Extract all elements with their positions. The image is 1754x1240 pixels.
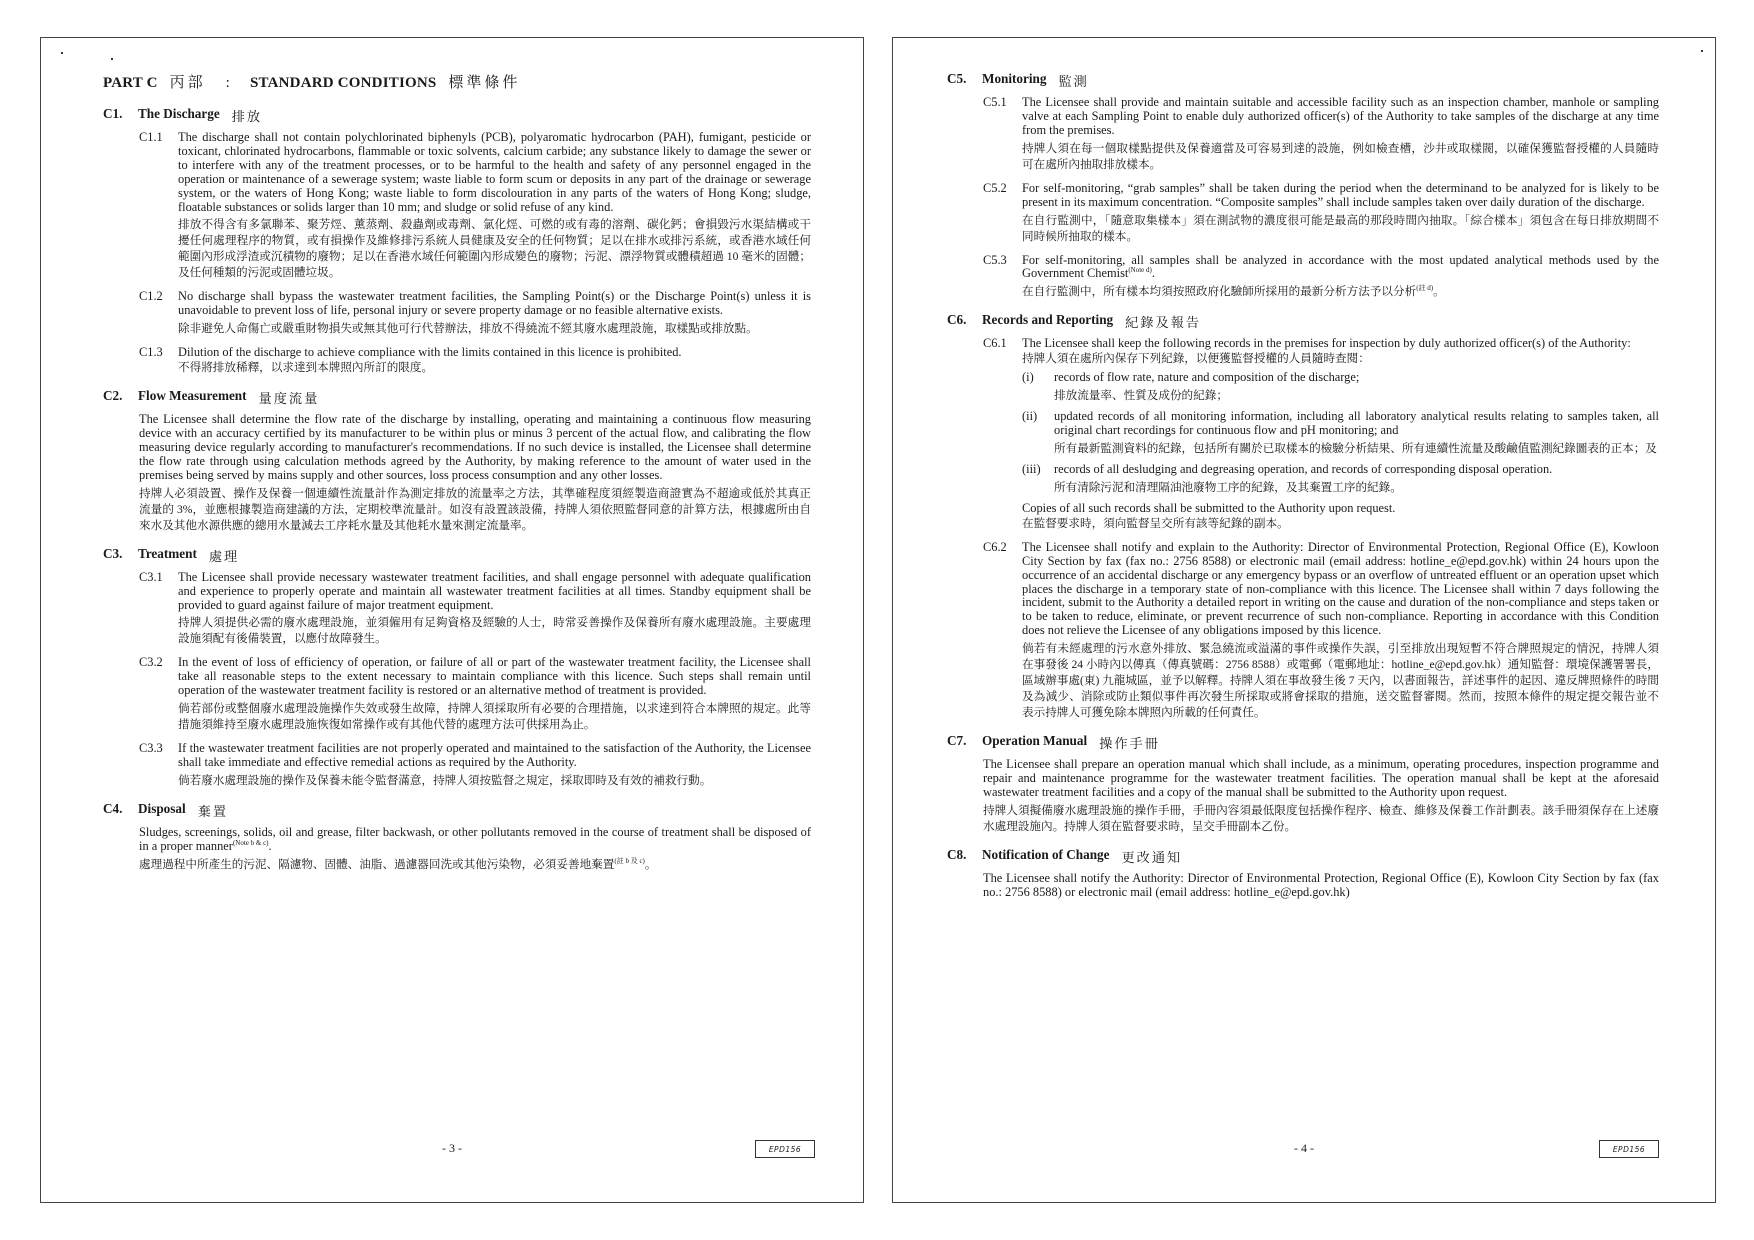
section-number: C5. — [947, 71, 967, 86]
page-3-content — [103, 71, 811, 882]
clause-text-zh: 持牌人須在每一個取樣點提供及保養適當及可容易到達的設施，例如檢查槽，沙井或取樣閥，以確保獲監督授權的人員隨時可在處所內抽取排放樣本。 — [1022, 141, 1659, 171]
disposal-paragraph — [139, 826, 811, 873]
clause-text-zh: 倘若有未經處理的污水意外排放、緊急繞流或溢滿的事件或操作失誤，引至排放出現短暫不符合牌照規定的情況，持牌人須在事發後 24 小時內以傳真（傳真號碼：2756 8588）或電郵（電郵地址：hotline_e@epd.gov.hk）通知監督：環境保護署署長，區域辦事處(東) 九龍城區，並予以解釋。持牌人須在事故發生後 7 天內，以書面報告，詳述事件的起因、違反牌照條件的時間及為減少、消除或防止類似事件再次發生所採取或將會採取的措施，送交監督審閱。然而，按照本條件的規定提交報告並不表示持牌人可獲免除本牌照內所載的任何責任。 — [1022, 642, 1659, 720]
section-title-zh: 處理 — [208, 548, 240, 564]
clause-c6-2 — [983, 541, 1659, 721]
paragraph-text-zh: 持牌人必須設置、操作及保養一個連續性流量計作為測定排放的流量率之方法，其準確程度須經製造商證實為不超逾或低於其真正流量的 3%，並應根據製造商建議的方法，定期校準流量計。如沒有設置該設備，持牌人須依照監督同意的計算方法，根據處所由自來水及其他水源供應的總用水量減去工序耗水量及其他耗水量來測定流量率。 — [139, 486, 811, 532]
section-title: Disposal — [138, 800, 186, 816]
part-colon: : — [225, 75, 231, 91]
clause-text-zh — [1022, 284, 1659, 300]
clause-c1-2 — [139, 290, 811, 337]
sub-item-number: (i) — [1022, 370, 1034, 385]
clause-text-en: In the event of loss of efficiency of operation, or failure of all or part of the wastewater treatment facility, the Licensee shall take all reasonable steps to the extent necessary to maintain compliance with this licence. Such steps shall remain until operation of the wastewater treatment facility is restored or an alternative method of treatment is provided. — [178, 655, 811, 698]
sub-item-text-en: records of all desludging and degreasing operation, and records of corresponding disposal operation. — [1054, 461, 1553, 476]
section-title-zh: 量度流量 — [258, 391, 320, 407]
clause-number: C1.3 — [139, 345, 163, 360]
sub-item-number: (iii) — [1022, 461, 1041, 476]
sub-item-text-zh: 所有清除污泥和清理隔油池廢物工序的紀錄，及其棄置工序的紀錄。 — [1054, 480, 1402, 494]
section-title-zh: 排放 — [231, 109, 263, 124]
sub-item-text-zh: 排放流量率、性質及成份的紀錄； — [1054, 389, 1228, 403]
disposal-text-en: Sludges, screenings, solids, oil and grease, filter backwash, or other pollutants removed in the course of treatment shall be disposed of in a proper manner — [139, 824, 811, 853]
clause-number: C6.1 — [983, 336, 1007, 351]
notification-paragraph — [983, 872, 1659, 900]
page-4-content — [947, 71, 1659, 909]
clause-text-zh: 倘若部份或整個廢水處理設施操作失效或發生故障，持牌人須採取所有必要的合理措施，以求達到符合本牌照的規定。此等措施須維持至廢水處理設施恢復如常操作或有其他代替的處理方法可供採用為止。 — [178, 702, 811, 732]
section-heading-c5 — [947, 71, 1659, 90]
record-item-ii — [1022, 410, 1659, 457]
clause-text-en: The Licensee shall provide necessary wastewater treatment facilities, and shall engage personnel with adequate qualification and experience to properly operate and maintain all wastewater treatment facilities at all times. Standby equipment shall be provided to guard against failure of major treatment equipment. — [178, 569, 811, 612]
section-number: C4. — [103, 800, 123, 816]
flow-measurement-paragraph — [139, 413, 811, 534]
clause-text-zh: 排放不得含有多氯聯苯、聚芳烴、薰蒸劑、殺蟲劑或毒劑、氯化烴、可燃的或有毒的溶劑、碳化鈣；會損毀污水渠結構或干擾任何處理程序的物質，或有損操作及維修排污系統人員健康及安全的任何物質；足以在排水或排污系統，或香港水域任何範圍內形成浮渣或沉積物的廢物；足以在香港水域任何範圍內形成變色的廢物；污泥、漂浮物質或體積超過 10 毫米的固體；及任何種類的污泥或固體垃圾。 — [178, 218, 811, 280]
monitoring-text-zh: 在自行監測中，所有樣本均須按照政府化驗師所採用的最新分析方法予以分析 — [1022, 285, 1417, 299]
section-number: C1. — [103, 106, 123, 121]
section-heading-c7 — [947, 733, 1659, 752]
sentence-end: 。 — [1433, 285, 1445, 299]
clause-c5-1 — [983, 96, 1659, 173]
page-3 — [40, 37, 864, 1203]
paragraph-text-en — [139, 826, 811, 854]
section-number: C3. — [103, 545, 123, 561]
section-title: Monitoring — [982, 71, 1047, 86]
paragraph-text-zh — [139, 857, 811, 873]
note-reference: (註 b 及 c) — [614, 856, 645, 865]
clause-c3-1 — [139, 571, 811, 648]
record-item-iii — [1022, 463, 1659, 496]
part-label: PART C — [103, 75, 158, 91]
section-number: C6. — [947, 312, 967, 328]
clause-text-en: For self-monitoring, “grab samples” shall be taken during the period when the determinand to be analyzed for is likely to be present in its maximum concentration. “Composite samples” shall include samples taken over daily duration of the discharge. — [1022, 180, 1659, 209]
disposal-text-zh: 處理過程中所產生的污泥、隔濾物、固體、油脂、過濾器回洗或其他污染物，必須妥善地棄置 — [139, 857, 615, 871]
clause-number: C6.2 — [983, 539, 1007, 554]
sentence-end: 。 — [644, 857, 657, 871]
paragraph-text-zh: 持牌人須擬備廢水處理設施的操作手冊，手冊內容須最低限度包括操作程序、檢查、維修及保養工作計劃表。該手冊須保存在上述廢水處理設施內。持牌人須在監督要求時，呈交手冊副本乙份。 — [983, 803, 1659, 833]
scan-speck — [111, 58, 113, 60]
page-4 — [892, 37, 1716, 1203]
clause-number: C3.2 — [139, 655, 163, 670]
clause-c6-1 — [983, 337, 1659, 531]
clause-c5-3 — [983, 254, 1659, 301]
section-title: Records and Reporting — [982, 312, 1114, 328]
standard-conditions-title: STANDARD CONDITIONS — [249, 75, 437, 91]
part-title — [103, 71, 811, 92]
section-number: C7. — [947, 733, 967, 749]
sub-item-number: (ii) — [1022, 409, 1038, 424]
clause-text-en: The Licensee shall provide and maintain suitable and accessible facility such as an inspection chamber, manhole or sampling valve at each Sampling Point to enable duly authorized officer(s) of the Authority to take samples of the discharge at any time from the premises. — [1022, 95, 1659, 137]
copies-note-zh: 在監督要求時，須向監督呈交所有該等紀錄的副本。 — [1022, 516, 1289, 530]
section-title-zh: 棄置 — [197, 803, 229, 819]
section-title: Operation Manual — [982, 733, 1088, 749]
clause-number: C1.1 — [139, 130, 163, 144]
clause-c1-3 — [139, 346, 811, 376]
section-title-zh: 更改通知 — [1121, 849, 1183, 865]
clause-number: C5.3 — [983, 252, 1007, 267]
copies-note-en: Copies of all such records shall be submitted to the Authority upon request. — [1022, 500, 1396, 515]
section-heading-c6 — [947, 312, 1659, 331]
clause-number: C5.2 — [983, 180, 1007, 195]
clause-number: C3.3 — [139, 741, 163, 756]
record-item-i — [1022, 371, 1659, 404]
form-code-stamp: EPD156 — [1599, 1140, 1659, 1158]
clause-text-en: No discharge shall bypass the wastewater treatment facilities, the Sampling Point(s) or the Discharge Point(s) unless it is unavoidable to prevent loss of life, personal injury or severe property damage or no feasible alternative exists. — [178, 289, 811, 318]
clause-text-en: The discharge shall not contain polychlorinated biphenyls (PCB), polyaromatic hydrocarbon (PAH), fumigant, pesticide or toxicant, chlorinated hydrocarbons, flammable or toxic solvents, calcium carbide; any substance likely to damage the sewer or to interfere with any of the treatment processes, or to be harmful to the health and safety of any personnel engaged in the operation or maintenance of a sewerage system; waste liable to form scum or deposits in any part of the drainage or sewerage system, or the waters of Hong Kong; waste liable to form discolouration in any parts of the waters of Hong Kong; sludge, floatable substances or solids larger than 10 mm; and sludge or solid refuse of any kind. — [178, 130, 811, 214]
clause-text-zh: 在自行監測中，「隨意取集樣本」須在測試物的濃度很可能是最高的那段時間內抽取。「綜合樣本」須包含在每日排放期間不同時候所抽取的樣本。 — [1022, 213, 1659, 243]
paragraph-text-en: The Licensee shall determine the flow rate of the discharge by installing, operating and maintaining a continuous flow measuring device with an accuracy certified by its manufacturer to be within plus or minus 3 percent of the actual flow, and calibrating the flow measuring device regularly according to manufacturer's recommendations. If no such device is installed, the Licensee shall determine the flow rate through using calculation methods agreed by the Authority, by making reference to the amount of water used in the premises being served by mains supply and other sources, loss process consumption and any other losses. — [139, 412, 811, 482]
note-reference: (註 d) — [1416, 284, 1434, 293]
clause-text-zh: 持牌人須提供必需的廢水處理設施，並須僱用有足夠資格及經驗的人士，時常妥善操作及保養所有廢水處理設施。主要處理設施須配有後備裝置，以應付故障發生。 — [178, 616, 811, 646]
clause-text-en: The Licensee shall notify and explain to the Authority: Director of Environmental Protection, Regional Office (E), Kowloon City Section by fax (fax no.: 2756 8588) or electronic mail (email address: hotline_e@epd.gov.hk) within 24 hours upon the occurrence of an accidental discharge or any emergency bypass or an overflow of untreated effluent or an operation upset which places the discharge in a temporary state of non-compliance with this licence. The Licensee shall within 7 days following the incident, submit to the Authority a detailed report in writing on the cause and duration of the non-compliance and steps taken or to be taken to reduce, eliminate, or prevent recurrence of such non-compliance. Reporting in accordance with this Condition does not relieve the Licensee of any obligations imposed by this licence. — [1022, 539, 1659, 638]
sentence-end: . — [268, 838, 272, 853]
form-code-stamp: EPD156 — [755, 1140, 815, 1158]
clause-c5-2 — [983, 182, 1659, 245]
clause-text-zh: 持牌人須在處所內保存下列紀錄，以便獲監督授權的人員隨時查閱： — [1022, 352, 1370, 366]
clause-text-zh: 倘若廢水處理設施的操作及保養未能令監督滿意，持牌人須按監督之規定，採取即時及有效的補救行動。 — [178, 773, 712, 787]
page-number: - 4 - — [1294, 1141, 1314, 1155]
standard-conditions-title-zh: 標準條件 — [448, 75, 521, 91]
part-label-zh: 丙部 — [169, 75, 206, 91]
clause-text-zh: 不得將排放稀釋，以求達到本牌照內所訂的限度。 — [178, 361, 434, 375]
clause-c1-1 — [139, 131, 811, 281]
paragraph-text-en: The Licensee shall notify the Authority: Director of Environmental Protection, Regional Office (E), Kowloon City Section by fax (fax no.: 2756 8588) or electronic mail (email address: hotline_e@epd.gov.hk) — [983, 870, 1659, 899]
note-reference: (Note d) — [1128, 266, 1152, 275]
section-heading-c4 — [103, 801, 811, 820]
scan-speck — [61, 52, 63, 54]
section-title: Notification of Change — [982, 846, 1110, 862]
note-reference: (Note b & c) — [232, 838, 269, 847]
section-number: C8. — [947, 846, 967, 862]
clause-number: C5.1 — [983, 95, 1007, 109]
clause-number: C3.1 — [139, 569, 163, 584]
section-title-zh: 操作手冊 — [1099, 736, 1160, 752]
operation-manual-paragraph — [983, 758, 1659, 835]
clause-text-en: Dilution of the discharge to achieve compliance with the limits contained in this licence is prohibited. — [178, 345, 682, 360]
section-title: Flow Measurement — [138, 388, 247, 404]
section-title: The Discharge — [138, 106, 220, 121]
sentence-end: . — [1151, 266, 1155, 281]
clause-text-en: The Licensee shall keep the following records in the premises for inspection by duly authorized officer(s) of the Authority: — [1022, 336, 1631, 351]
clause-c3-3 — [139, 742, 811, 789]
clause-text-zh: 除非避免人命傷亡或嚴重財物損失或無其他可行代替辦法，排放不得繞流不經其廢水處理設施，取樣點或排放點。 — [178, 322, 758, 336]
page-number: - 3 - — [442, 1141, 462, 1155]
section-title-zh: 監測 — [1058, 74, 1089, 89]
section-heading-c3 — [103, 546, 811, 565]
section-heading-c8 — [947, 847, 1659, 866]
scan-speck — [1701, 50, 1703, 52]
section-title: Treatment — [138, 545, 197, 561]
clause-c3-2 — [139, 656, 811, 733]
sub-item-text-en: records of flow rate, nature and composition of the discharge; — [1054, 370, 1360, 385]
clause-text-en — [1022, 254, 1659, 282]
clause-number: C1.2 — [139, 289, 163, 304]
monitoring-text-en: For self-monitoring, all samples shall be analyzed in accordance with the most updated analytical methods used by the Government Chemist — [1022, 252, 1659, 281]
section-heading-c1 — [103, 106, 811, 125]
sub-item-text-en: updated records of all monitoring information, including all laboratory analytical results relating to samples taken, all original chart recordings for continuous flow and pH monitoring; and — [1054, 409, 1659, 438]
sub-item-text-zh: 所有最新監測資料的紀錄，包括所有關於已取樣本的檢驗分析結果、所有連續性流量及酸鹼值監測紀錄圖表的正本；及 — [1054, 441, 1657, 455]
clause-text-en: If the wastewater treatment facilities are not properly operated and maintained to the satisfaction of the Authority, the Licensee shall take immediate and effective remedial actions as required by the Authority. — [178, 741, 811, 770]
section-heading-c2 — [103, 388, 811, 407]
section-title-zh: 紀錄及報告 — [1125, 315, 1202, 331]
section-number: C2. — [103, 388, 123, 404]
paragraph-text-en: The Licensee shall prepare an operation manual which shall include, as a minimum, operating procedures, inspection programme and repair and maintenance programme for the wastewater treatment facilities. The operation manual shall be kept at the aforesaid wastewater treatment facilities and a copy of the manual shall be submitted to the Authority upon request. — [983, 757, 1659, 799]
